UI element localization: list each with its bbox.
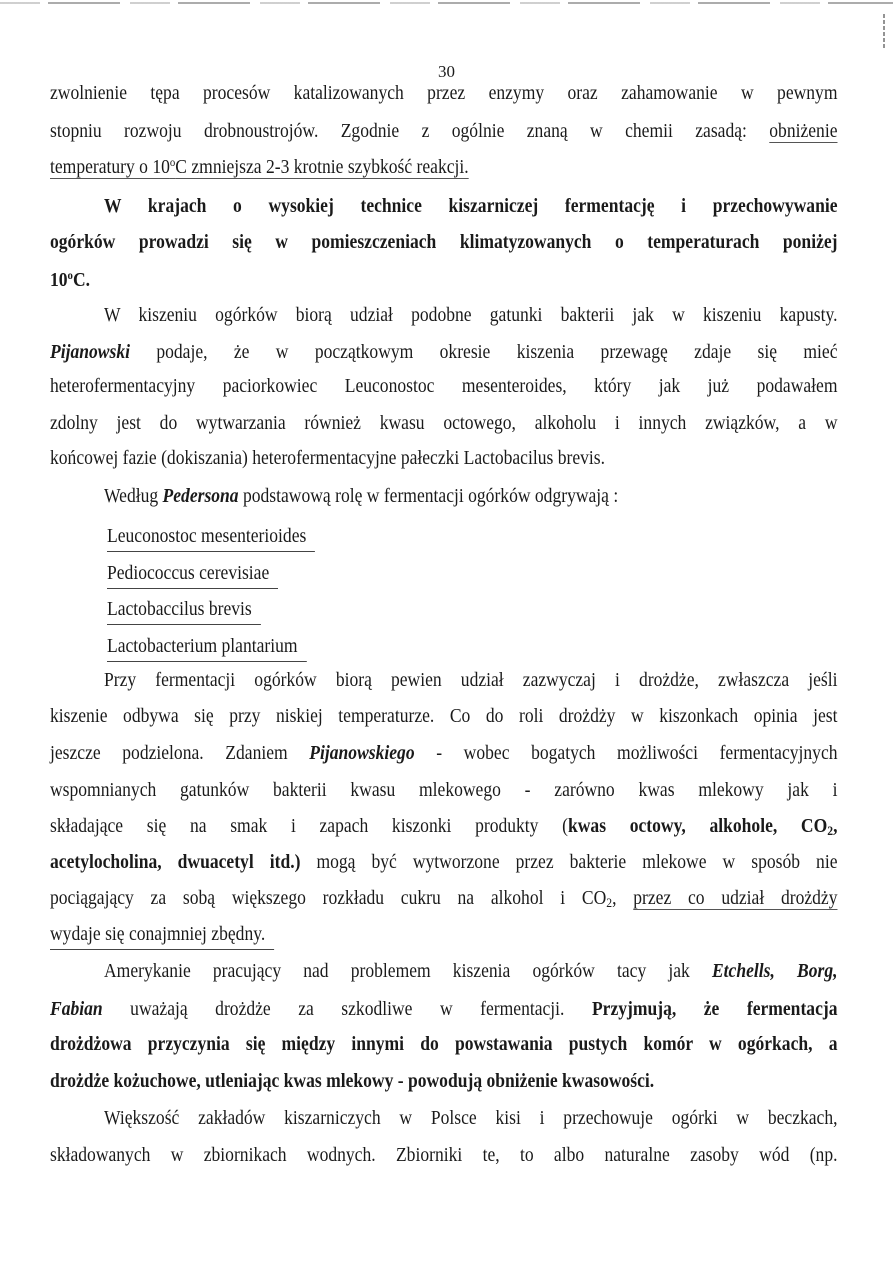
text-line: końcowej fazie (dokiszania) heterofermentacyjne pałeczki Lactobacilus brevis.	[50, 448, 606, 469]
text-line: zwolnienie tępa procesów katalizowanych przez enzymy oraz zahamowanie w pewnym	[50, 83, 838, 104]
scan-edge-mark	[883, 14, 885, 48]
bold-paragraph-line: drożdże kożuchowe, utleniając kwas mlekowy - powodują obniżenie kwasowości.	[50, 1071, 655, 1092]
bold-paragraph-line: W krajach o wysokiej technice kiszarniczej fermentację i przechowywanie	[104, 196, 838, 217]
text-line: kiszenie odbywa się przy niskiej temperaturze. Co do roli drożdży w kiszonkach opinia jest	[50, 706, 838, 727]
text-line: Większość zakładów kiszarniczych w Polsce kisi i przechowuje ogórki w beczkach,	[104, 1108, 838, 1129]
text-line: Według Pedersona podstawową rolę w fermentacji ogórków odgrywają :	[104, 486, 619, 507]
author-name: Fabian	[50, 999, 103, 1020]
underlined-text: obniżenie	[769, 121, 838, 142]
text-line: W kiszeniu ogórków biorą udział podobne gatunki bakterii jak w kiszeniu kapusty.	[104, 305, 838, 326]
text-line: acetylocholina, dwuacetyl itd.) mogą być wytworzone przez bakterie mlekowe w sposób nie	[50, 852, 838, 873]
text-line: stopniu rozwoju drobnoustrojów. Zgodnie z ogólnie znaną w chemii zasadą: obniżenie	[50, 121, 838, 142]
bacteria-list-item: Leuconostoc mesenterioides	[107, 525, 893, 549]
text-line: Przy fermentacji ogórków biorą pewien udział zazwyczaj i drożdże, zwłaszcza jeśli	[104, 670, 838, 691]
text-line: Fabian uważają drożdże za szkodliwe w fermentacji. Przyjmują, że fermentacja	[50, 999, 838, 1020]
bold-paragraph-line: drożdżowa przyczynia się między innymi do powstawania pustych komór w ogórkach, a	[50, 1034, 838, 1055]
author-name: Pedersona	[162, 486, 239, 507]
text-line: pociągający za sobą większego rozkładu cukru na alkohol i $CO_2$, przez co udział drożdży	[50, 888, 838, 910]
bold-paragraph-line: ogórków prowadzi się w pomieszczeniach klimatyzowanych o temperaturach poniżej	[50, 232, 838, 253]
text-line: jeszcze podzielona. Zdaniem Pijanowskiego - wobec bogatych możliwości fermentacyjnych	[50, 743, 838, 764]
author-name: Pijanowski	[50, 342, 130, 363]
scan-edge-top	[0, 2, 893, 4]
author-name: Etchells, Borg,	[711, 961, 838, 982]
bacteria-list-item: Pediococcus cerevisiae	[107, 562, 893, 586]
text-line: Pijanowski podaje, że w początkowym okresie kiszenia przewagę zdaje się mieć	[50, 342, 838, 363]
underlined-text: wydaje się conajmniej zbędny.	[50, 924, 274, 950]
author-name: Pijanowskiego	[309, 743, 415, 764]
text-line: składowanych w zbiornikach wodnych. Zbiorniki te, to albo naturalne zasoby wód (np.	[50, 1145, 838, 1166]
text-line	[50, 156, 838, 180]
text-line: Amerykanie pracujący nad problemem kiszenia ogórków tacy jak Etchells, Borg,	[104, 961, 838, 982]
bold-paragraph-line: 10$^o$C.	[50, 268, 91, 291]
bacteria-list-item: Lactobaccilus brevis	[107, 598, 893, 622]
underlined-text: przez co udział drożdży	[633, 888, 838, 909]
text-line: heterofermentacyjny paciorkowiec Leuconostoc mesenteroides, który jak już podawałem	[50, 376, 838, 397]
underlined-text: temperatury o 10$^o$C zmniejsza 2-3 krotnie szybkość reakcji.	[50, 155, 469, 178]
page-number: 30	[438, 62, 455, 81]
text-line: składające się na smak i zapach kiszonki produkty (kwas octowy, alkohole, $CO_2$,	[50, 816, 838, 838]
text-line	[50, 923, 838, 947]
bacteria-list-item: Lactobacterium plantarium	[107, 635, 893, 659]
text-line: zdolny jest do wytwarzania również kwasu octowego, alkoholu i innych związków, a w	[50, 413, 838, 434]
text-line: wspomnianych gatunków bakterii kwasu mlekowego - zarówno kwas mlekowy jak i	[50, 780, 838, 801]
